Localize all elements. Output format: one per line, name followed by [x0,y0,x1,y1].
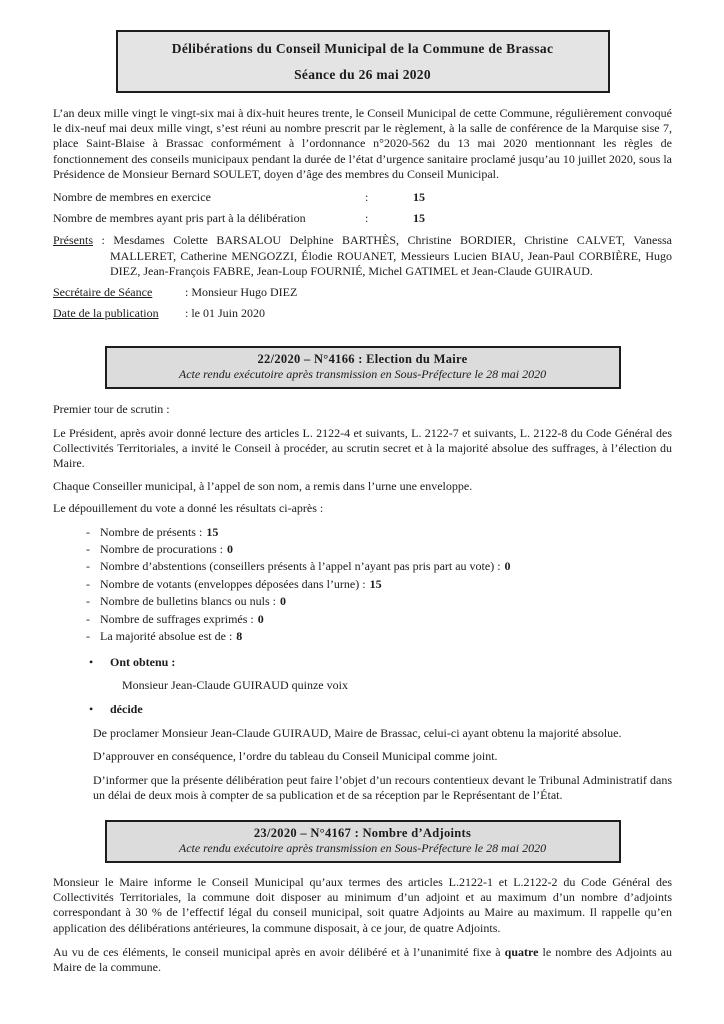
publication-value: : le 01 Juin 2020 [185,306,265,321]
vote-results-list [53,524,672,646]
dash-glyph: - [86,542,90,557]
deliberation-1-subtitle: Acte rendu exécutoire après transmission en Sous-Préfecture le 28 mai 2020 [178,367,547,382]
conclusion-pre: Au vu de ces éléments, le conseil municipal après en avoir délibéré et à l’unanimité fixe à [53,944,505,959]
list-item [53,576,672,593]
result-label: Nombre de bulletins blancs ou nuls : [100,594,276,609]
document-title-box [116,30,610,93]
dash-glyph: - [86,576,90,591]
result-label: Nombre de présents : [100,524,203,539]
result-label: Nombre de procurations : [100,542,223,557]
dash-glyph: - [86,559,90,574]
count-separator: : [365,211,369,226]
count-label: Nombre de membres ayant pris part à la délibération [53,211,306,226]
result-value: 0 [279,594,286,609]
deliberation-1-title: 22/2020 – N°4166 : Election du Maire [257,352,468,367]
document-title: Délibérations du Conseil Municipal de la Commune de Brassac [171,41,554,56]
deliberation-2-title: 23/2020 – N°4167 : Nombre d’Adjoints [253,825,472,840]
dash-glyph: - [86,524,90,539]
result-value: 0 [226,542,233,557]
count-value: 15 [413,211,425,226]
first-round-paragraph: Premier tour de scrutin : [53,402,170,417]
decide-bullet [53,702,672,717]
result-value: 0 [257,611,264,626]
count-value: 15 [413,190,425,205]
attendance-label: Présents [53,233,93,248]
attendance-names: Mesdames Colette BARSALOU Delphine BARTHÈS, Christine BORDIER, Christine CALVET, Vanessa MALLERET, Catherine MENGOZZI, Élodie ROUANET, Messieurs Lucien BIAU, Jean-Paul CORBIÈRE, Hugo DIEZ, Jean-François FABRE, Jean-Loup FOURNIÉ, Michel GATIMEL et Jean-Claude GUIRAUD. [110,233,672,278]
secretary-row [53,285,672,300]
result-value: 15 [206,524,219,539]
publication-label-wrap [53,306,185,321]
ont-obtenu-detail: Monsieur Jean-Claude GUIRAUD quinze voix [122,677,348,692]
list-item [53,628,672,645]
result-label: La majorité absolue est de : [100,629,233,644]
president-paragraph: Le Président, après avoir donné lecture des articles L. 2122-4 et suivants, L. 2122-7 et suivants, L. 2122-8 du Code Général des Collectivités Territoriales, a invité le Conseil à procéder, au scrutin secret et à la majorité absolue des suffrages, à l’élection du Maire. [53,425,672,471]
secretary-value: : Monsieur Hugo DIEZ [185,285,298,300]
mayor-info-paragraph: Monsieur le Maire informe le Conseil Municipal qu’aux termes des articles L.2122-1 et L.2122-2 du Code Général des Collectivités Territoriales, la commune doit disposer au minimum d’un adjoint et au maximum d’un nombre d’adjoints correspondant à 30 % de l’effectif légal du conseil municipal, soit quatre Adjoints au Maire au maximum. Il rappelle qu’en application des délibérations antérieures, la commune disposait, à ce jour, de quatre Adjoints. [53,874,672,935]
conclusion-paragraph [53,945,672,975]
count-separator: : [365,190,369,205]
result-label: Nombre de suffrages exprimés : [100,611,254,626]
dash-glyph: - [86,594,90,609]
result-label: Nombre d’abstentions (conseillers présents à l’appel n’ayant pas pris part au vote) : [100,559,501,574]
deliberation-1-header-box [105,346,621,389]
list-item [53,558,672,575]
intro-paragraph: L’an deux mille vingt le vingt-six mai à dix-huit heures trente, le Conseil Municipal de cette Commune, régulièrement convoqué le dix-neuf mai deux mille vingt, s’est réuni au nombre prescrit par le règlement, à la salle de conférence de la Marquise sise 7, place Saint-Blaise à Brassac conformément à l’ordonnance n°2020-562 du 13 mai 2020 mentionnant les règles de fonctionnement des conseils municipaux pendant la durée de l’état d’urgence sanitaire proclamé jusqu’au 10 juillet 2020, sous la Présidence de Monsieur Bernard SOULET, doyen d’âge des membres du Conseil Municipal. [53,106,672,181]
attendance-separator: : [93,233,114,248]
proclaim-paragraph: De proclamer Monsieur Jean-Claude GUIRAUD, Maire de Brassac, celui-ci ayant obtenu la majorité absolue. [93,726,622,741]
conclusion-bold: quatre [504,944,539,959]
secretary-label: Secrétaire de Séance [53,285,153,300]
deliberation-2-header-box [105,820,621,863]
ont-obtenu-bullet [53,655,672,670]
bullet-glyph: • [89,701,94,716]
councillor-paragraph: Chaque Conseiller municipal, à l’appel de son nom, a remis dans l’urne une enveloppe. [53,479,473,494]
approve-paragraph: D’approuver en conséquence, l’ordre du tableau du Conseil Municipal comme joint. [93,749,498,764]
count-label: Nombre de membres en exercice [53,190,211,205]
list-item [53,593,672,610]
list-item [53,541,672,558]
member-count-row [53,211,672,226]
result-value: 15 [369,576,382,591]
member-counts [53,190,672,226]
dash-glyph: - [86,629,90,644]
conclusion-post: le nombre des Adjoints au Maire de la commune. [53,944,672,974]
count-results-paragraph: Le dépouillement du vote a donné les résultats ci-après : [53,501,324,516]
publication-row [53,306,672,321]
ont-obtenu-label: Ont obtenu : [110,654,176,669]
attendance-paragraph [53,233,672,279]
document-subtitle: Séance du 26 mai 2020 [294,67,431,82]
dash-glyph: - [86,611,90,626]
secretary-label-wrap [53,285,185,300]
result-label: Nombre de votants (enveloppes déposées dans l’urne) : [100,576,366,591]
bullet-glyph: • [89,654,94,669]
list-item [53,611,672,628]
list-item [53,524,672,541]
member-count-row [53,190,672,205]
result-value: 0 [504,559,511,574]
inform-paragraph: D’informer que la présente délibération peut faire l’objet d’un recours contentieux devant le Tribunal Administratif dans un délai de deux mois à compter de sa publication et de sa réception par le Représentant de l’État. [93,772,672,802]
decide-label: décide [110,701,143,716]
publication-label: Date de la publication [53,306,159,321]
result-value: 8 [236,629,243,644]
deliberation-2-subtitle: Acte rendu exécutoire après transmission en Sous-Préfecture le 28 mai 2020 [178,840,547,855]
